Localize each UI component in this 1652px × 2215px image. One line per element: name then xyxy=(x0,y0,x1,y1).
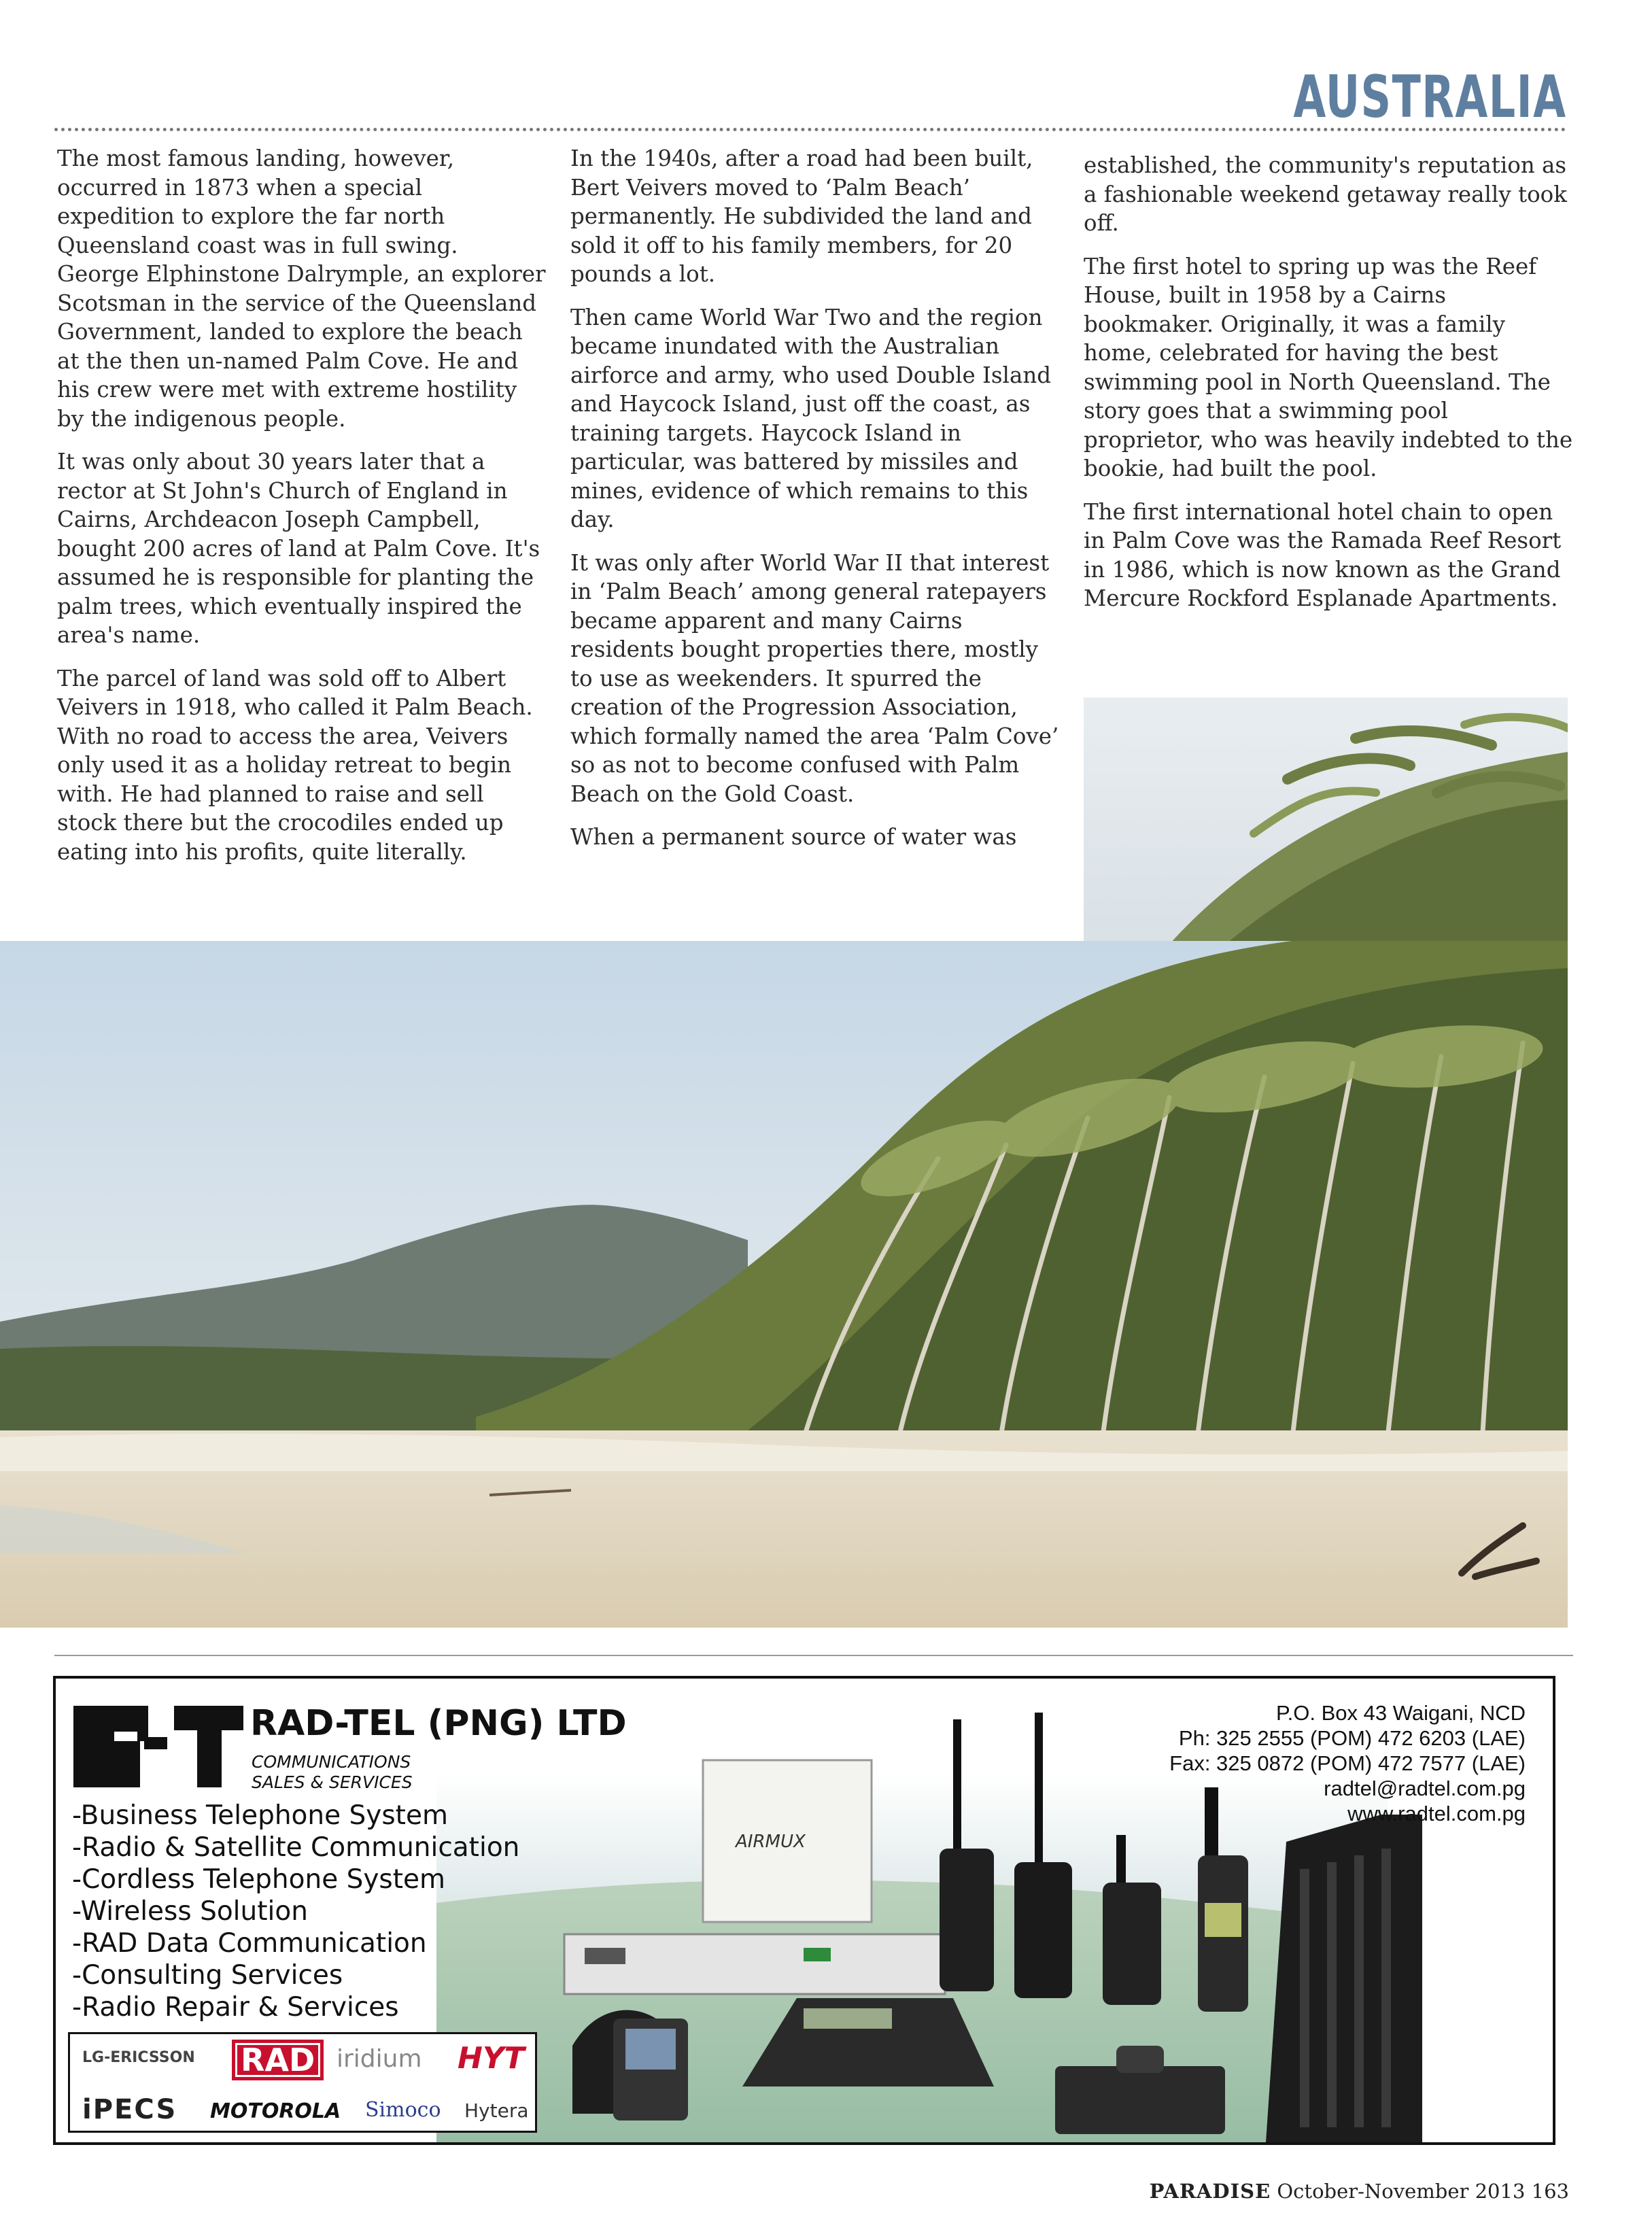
brand-logos xyxy=(68,2032,537,2133)
hytera-logo: Hytera xyxy=(464,2099,529,2122)
airmux-label: AIRMUX xyxy=(736,1832,806,1852)
po-box: P.O. Box 43 Waigani, NCD xyxy=(1276,1701,1526,1725)
page-number: 163 xyxy=(1531,2180,1569,2203)
email: radtel@radtel.com.pg xyxy=(1324,1776,1526,1800)
beach-photo-upper xyxy=(1084,698,1568,949)
page-footer xyxy=(1150,2180,1569,2203)
article-column-1 xyxy=(57,144,547,880)
issue-date: October-November 2013 xyxy=(1277,2180,1526,2203)
paragraph: The parcel of land was sold off to Albert Veivers in 1918, who called it Palm Beach. With no road to access the area, Veivers only used it as a holiday retreat to begin with. He had planned to raise and sell stock there but the crocodiles ended up eating into his profits, quite literally. xyxy=(57,665,533,865)
paragraph: The first international hotel chain to open in Palm Cove was the Ramada Reef Resort in 1986, which is now known as the Grand Mercure Rockford Esplanade Apartments. xyxy=(1084,498,1562,611)
magazine-name: PARADISE xyxy=(1149,2180,1271,2203)
website: www.radtel.com.pg xyxy=(1347,1802,1526,1825)
rad-logo: RAD xyxy=(232,2040,324,2080)
paragraph: established, the community's reputation as a fashionable weekend getaway really took off. xyxy=(1084,152,1567,236)
paragraph: Then came World War Two and the region became inundated with the Australian airforce and army, who used Double Island and Haycock Island, just off the coast, as training targets. Haycock Island in particular, was battered by missiles and mines, evidence of which remains to this day. xyxy=(570,304,1052,532)
ad-contact-info xyxy=(1169,1700,1526,1826)
service-item: -Consulting Services xyxy=(72,1960,343,1991)
service-item: -Business Telephone System xyxy=(72,1800,448,1831)
simoco-logo: Simoco xyxy=(365,2098,441,2122)
paragraph: In the 1940s, after a road had been built, Bert Veivers moved to ‘Palm Beach’ permanently. He subdivided the land and sold it off to his family members, for 20 pounds a lot. xyxy=(570,145,1033,287)
beach-photo xyxy=(0,941,1568,1628)
section-title: AUSTRALIA xyxy=(1292,63,1566,131)
service-item: -RAD Data Communication xyxy=(72,1928,427,1959)
ipecs-logo: iPECS xyxy=(82,2094,177,2125)
ad-company-name: RAD-TEL (PNG) LTD xyxy=(250,1703,627,1744)
paragraph: The first hotel to spring up was the Reef House, built in 1958 by a Cairns bookmaker. Originally, it was a family home, celebrated for having the best swimming pool in North Queensland. The story goes that a swimming pool proprietor, who was heavily indebted to the bookie, had built the pool. xyxy=(1084,253,1573,481)
motorola-logo: MOTOROLA xyxy=(210,2099,341,2123)
iridium-logo: iridium xyxy=(337,2045,422,2073)
service-item: -Radio Repair & Services xyxy=(72,1992,399,2023)
service-item: -Cordless Telephone System xyxy=(72,1864,446,1895)
article-column-3 xyxy=(1084,151,1573,628)
ad-services-list xyxy=(72,1800,519,2023)
paragraph: It was only after World War II that interest in ‘Palm Beach’ among general ratepayers became apparent and many Cairns residents bought properties there, mostly to use as weekenders. It spurred the creation of the Progression Association, which formally named the area ‘Palm Cove’ so as not to become confused with Palm Beach on the Gold Coast. xyxy=(570,549,1059,807)
paragraph: The most famous landing, however, occurred in 1873 when a special expedition to explore the far north Queensland coast was in full swing. George Elphinstone Dalrymple, an explorer Scotsman in the service of the Queensland Government, landed to explore the beach at the then un-named Palm Cove. He and his crew were met with extreme hostility by the indigenous people. xyxy=(57,145,546,432)
radtel-logo xyxy=(73,1699,243,1794)
radtel-advertisement xyxy=(53,1676,1555,2145)
header-divider xyxy=(54,128,1566,131)
hyt-logo: HYT xyxy=(458,2041,525,2076)
article-column-2 xyxy=(570,144,1060,866)
service-item: -Wireless Solution xyxy=(72,1896,308,1927)
ad-tagline: COMMUNICATIONS SALES & SERVICES xyxy=(252,1752,413,1792)
fax: Fax: 325 0872 (POM) 472 7577 (LAE) xyxy=(1169,1751,1526,1775)
phone: Ph: 325 2555 (POM) 472 6203 (LAE) xyxy=(1178,1726,1526,1750)
ad-divider xyxy=(54,1655,1573,1656)
lg-ericsson-logo: LG-ERICSSON xyxy=(82,2049,195,2066)
paragraph: It was only about 30 years later that a rector at St John's Church of England in Cairns, Archdeacon Joseph Campbell, bought 200 acres of land at Palm Cove. It's assumed he is responsible for planting the palm trees, which eventually inspired the area's name. xyxy=(57,449,540,648)
service-item: -Radio & Satellite Communication xyxy=(72,1832,520,1863)
paragraph: When a permanent source of water was xyxy=(570,824,1017,850)
